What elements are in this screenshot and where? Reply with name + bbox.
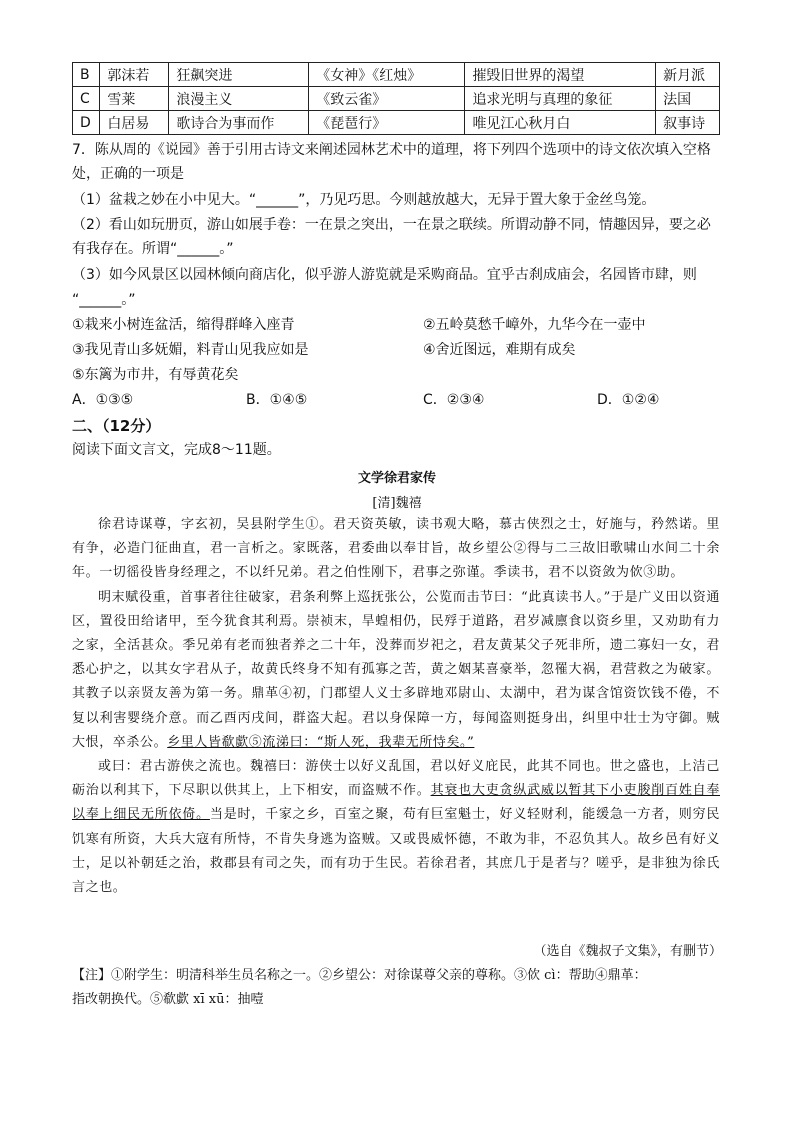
paragraph-3-text-a: 或曰：君古游侠之流也。魏禧曰：游侠士以好义乱国，君以好义庇民，此其不同也。世之盛也，上洁己砺治以利其下，下尽职以供其上，上下相安，而盗贼不作。 <box>72 759 720 799</box>
option-item-4: ④舍近图远，难期有成矣 <box>423 342 576 358</box>
question-7-stem-cont: 处，正确的一项是 <box>72 166 184 182</box>
choice-a: A．①③⑤ <box>72 392 134 408</box>
article-source: （选自《魏叔子文集》，有删节） <box>533 944 722 959</box>
option-item-2: ②五岭莫愁千嶂外，九华今在一壶中 <box>423 317 646 333</box>
table-row <box>73 63 720 87</box>
option-item-5: ⑤东篱为市井，有辱黄花矣 <box>72 367 239 383</box>
options-table <box>72 62 720 135</box>
article-body <box>72 513 720 900</box>
question-7-sentence-3: （3）如今风景区以园林倾向商店化，似乎游人游览就是采购商品。宜乎古刹成庙会，名园皆市肆，则 <box>72 267 697 283</box>
table-cell: 法国 <box>656 87 720 111</box>
table-cell: 新月派 <box>656 63 720 87</box>
paragraph-2-text: 明末赋役重，首事者往往破家，君条利弊上巡抚张公，公览而击节曰：“此真读书人。”于是广义田以资通区，置役田给诸甲，至今犹食其利焉。崇祯末，旱蝗相仍，民殍于道路，君岁减廪食以资乡里，又劝助有力之家，全活甚众。季兄弟有老而独者养之二十年，没葬而岁祀之，君友黄某父子死非所，遗二寡妇一女，君悉心护之，以其女字君从子，故黄氏终身不知有孤寡之苦，黄之姻某喜豪举，忽罹大祸，君营救之为破家。其教子以亲贤友善为第一务。鼎革④初，门郡望人义士多辟地邓尉山、太湖中，君为谋含馆资饮钱不倦，不复以利害婴绕介意。而乙酉丙戌间，群盗大起。君以身保障一方，每闻盗则挺身出，纠里中壮士为守御。贼大恨，卒杀公。 <box>72 589 720 750</box>
paragraph-3-text-b: 当是时，千家之乡，百室之聚，苟有巨室魁士，好义轻财利，能缓急一方者，则穷民饥寒有所资，大兵大寇有所恃，不肯失身逃为盗贼。又或畏威怀德，不敢为非，不忍负其人。故乡邑有好义士，足以补朝廷之治，救郡县有司之失，而有功于生民。若徐君者，其庶几于是者与？嗟乎，是非独为徐氏言之也。 <box>72 807 720 896</box>
table-row <box>73 111 720 135</box>
question-7-sentence-3-cont: “______。” <box>72 292 136 308</box>
table-cell: D <box>73 111 100 135</box>
table-cell: 《女神》《红烛》 <box>309 63 465 87</box>
paragraph-1: 徐君诗谋尊，字玄初，吴县附学生①。君天资英敏，读书观大略，慕古侠烈之士，好施与，矜然诺。里有争，必造门征曲直，君一言析之。家既落，君委曲以奉甘旨，故乡望公②得与二三故旧歌啸山水间二十余年。一切徭役皆身经理之，不以纤兄弟。君之伯性刚下，君事之弥谨。季读书，君不以资敛为佽③助。 <box>72 517 720 581</box>
paragraph-3 <box>72 755 720 900</box>
choice-c: C．②③④ <box>423 392 485 408</box>
note-line-2: 指改朝换代。⑤欷歔 xī xū：抽噎 <box>72 992 264 1007</box>
table-cell: 郭沫若 <box>100 63 169 87</box>
question-7-sentence-2: （2）看山如玩册页，游山如展手卷：一在景之突出，一在景之联续。所谓动静不同，情趣因异，要之必 <box>72 217 711 233</box>
question-7-sentence-1: （1）盆栽之妙在小中见大。“______”，乃见巧思。今则越放越大，无异于置大象于金丝鸟笼。 <box>72 192 656 208</box>
question-7-stem: 7．陈从周的《说园》善于引用古诗文来阐述园林艺术中的道理，将下列四个选项中的诗文依次填入空格 <box>72 142 711 158</box>
question-7-sentence-2-cont: 有我存在。所谓“______。” <box>72 241 234 257</box>
choice-b: B．①④⑤ <box>246 392 308 408</box>
table-cell: 雪莱 <box>100 87 169 111</box>
table-row <box>73 87 720 111</box>
article-title: 文学徐君家传 <box>357 471 436 486</box>
note-line-1: 【注】①附学生：明清科举生员名称之一。②乡望公：对徐谋尊父亲的尊称。③佽 cì：帮助④鼎革： <box>72 968 647 983</box>
table-cell: C <box>73 87 100 111</box>
table-cell: 追求光明与真理的象征 <box>465 87 656 111</box>
table-cell: 浪漫主义 <box>169 87 309 111</box>
section-instruction: 阅读下面文言文，完成8～11题。 <box>72 442 281 458</box>
choice-d: D．①②④ <box>597 392 660 408</box>
article-author: [清]魏禧 <box>372 496 422 511</box>
underlined-sentence-2: 其衰也大吏贪纵武威以暂其下小吏朘削百姓自奉以奉上细民无所依倚。 <box>72 783 720 823</box>
paragraph-2 <box>72 586 720 755</box>
section-heading: 二、（12分） <box>72 417 161 435</box>
table-cell: 歌诗合为事而作 <box>169 111 309 135</box>
table-cell: 摧毁旧世界的渴望 <box>465 63 656 87</box>
underlined-sentence-1: 乡里人皆欷歔⑤流涕曰：“斯人死，我辈无所恃矣。” <box>167 734 475 750</box>
table-cell: 《致云雀》 <box>309 87 465 111</box>
article-notes <box>72 964 720 1012</box>
option-item-3: ③我见青山多妩媚，料青山见我应如是 <box>72 342 309 358</box>
table-cell: 《琵琶行》 <box>309 111 465 135</box>
table-cell: 唯见江心秋月白 <box>465 111 656 135</box>
table-cell: 狂飙突进 <box>169 63 309 87</box>
option-item-1: ①栽来小树连盆活，缩得群峰入座青 <box>72 317 295 333</box>
table-cell: 白居易 <box>100 111 169 135</box>
table-cell: 叙事诗 <box>656 111 720 135</box>
table-cell: B <box>73 63 100 87</box>
